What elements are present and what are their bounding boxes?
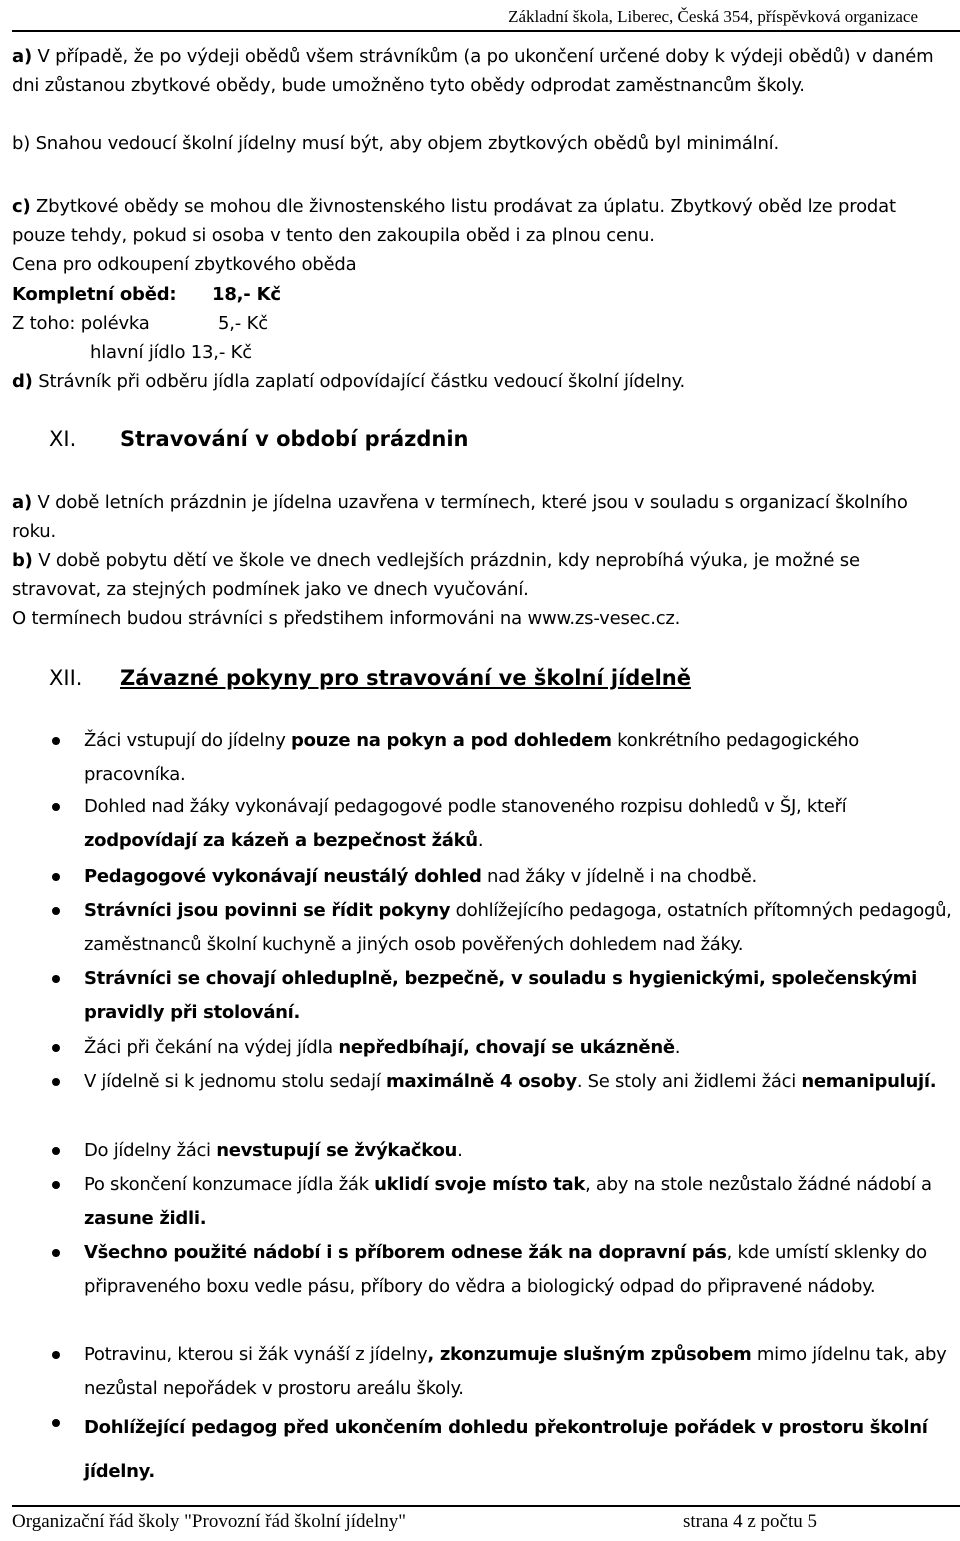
price-title: Cena pro odkoupení zbytkového oběda bbox=[12, 254, 357, 275]
label-d: d) bbox=[12, 371, 33, 392]
xi-label-b: b) bbox=[12, 550, 33, 571]
bullet-icon bbox=[52, 1147, 60, 1155]
list-item: Žáci při čekání na výdej jídla nepředbíhají, chovají se ukázněně. bbox=[84, 1037, 681, 1058]
paragraph-a bbox=[12, 42, 948, 100]
price-complete bbox=[12, 280, 281, 309]
footer-document-title: Organizační řád školy "Provozní řád školní jídelny" bbox=[12, 1511, 407, 1532]
bullet-icon bbox=[52, 907, 60, 915]
list-item: Do jídelny žáci nevstupují se žvýkačkou. bbox=[84, 1140, 463, 1161]
text-a: V případě, že po výdeji obědů všem strávníkům (a po ukončení určené doby k výdeji obědů) v daném dni zůstanou zbytkové obědy, bude umožněno tyto obědy odprodat zaměstnancům školy. bbox=[12, 46, 934, 96]
bullet-icon bbox=[52, 1419, 60, 1427]
bullet-icon bbox=[52, 873, 60, 881]
xi-label-a: a) bbox=[12, 492, 32, 513]
section-xi-paragraph-b bbox=[12, 546, 948, 604]
price-soup-label: Z toho: polévka bbox=[12, 313, 150, 334]
section-xi-title: Stravování v období prázdnin bbox=[120, 427, 469, 451]
xi-text-a: V době letních prázdnin je jídelna uzavřena v termínech, které jsou v souladu s organizací školního roku. bbox=[12, 492, 908, 542]
bullet-icon bbox=[52, 1078, 60, 1086]
bullet-icon bbox=[52, 1044, 60, 1052]
price-main bbox=[90, 338, 252, 367]
bullet-icon bbox=[52, 737, 60, 745]
paragraph-d bbox=[12, 367, 685, 396]
bullet-icon bbox=[52, 1249, 60, 1257]
footer-page-number: strana 4 z počtu 5 bbox=[682, 1511, 817, 1532]
section-xi-info: O termínech budou strávníci s předstihem informováni na www.zs-vesec.cz. bbox=[12, 608, 681, 629]
price-main-value: 13,- Kč bbox=[190, 342, 252, 363]
price-complete-value: 18,- Kč bbox=[212, 284, 281, 305]
bullet-icon bbox=[52, 1181, 60, 1189]
bullet-icon bbox=[52, 803, 60, 811]
price-main-label: hlavní jídlo bbox=[90, 342, 186, 363]
paragraph-b: b) Snahou vedoucí školní jídelny musí být, aby objem zbytkových obědů byl minimální. bbox=[12, 133, 780, 154]
header-title: Základní škola, Liberec, Česká 354, příspěvková organizace bbox=[508, 7, 918, 26]
list-item: Strávníci jsou povinni se řídit pokyny dohlížejícího pedagoga, ostatních přítomných pedagogů, zaměstnanců školní kuchyně a jiných osob pověřených dohledem nad žáky. bbox=[84, 900, 952, 955]
list-item: Po skončení konzumace jídla žák uklidí svoje místo tak, aby na stole nezůstalo žádné nádobí a zasune židli. bbox=[84, 1174, 932, 1229]
section-xi-number: XI. bbox=[49, 427, 77, 451]
text-c: Zbytkové obědy se mohou dle živnostenského listu prodávat za úplatu. Zbytkový oběd lze prodat pouze tehdy, pokud si osoba v tento den zakoupila oběd i za plnou cenu. bbox=[12, 196, 896, 246]
paragraph-c bbox=[12, 192, 948, 250]
price-soup bbox=[12, 309, 268, 338]
section-xii-number: XII. bbox=[49, 666, 83, 690]
xi-text-b: V době pobytu dětí ve škole ve dnech vedlejších prázdnin, kdy neprobíhá výuka, je možné se stravovat, za stejných podmínek jako ve dnech vyučování. bbox=[12, 550, 860, 600]
page-header bbox=[0, 0, 960, 30]
section-xi-paragraph-a bbox=[12, 488, 948, 546]
list-item: V jídelně si k jednomu stolu sedají maximálně 4 osoby. Se stoly ani židlemi žáci nemanipulují. bbox=[84, 1071, 937, 1092]
price-soup-value: 5,- Kč bbox=[218, 313, 268, 334]
list-item: Všechno použité nádobí i s příborem odnese žák na dopravní pás, kde umístí sklenky do připraveného boxu vedle pásu, příbory do vědra a biologický odpad do připravené nádoby. bbox=[84, 1242, 927, 1297]
list-item: Dohlížející pedagog před ukončením dohledu překontroluje pořádek v prostoru školní jídelny. bbox=[84, 1417, 928, 1482]
bullet-icon bbox=[52, 1351, 60, 1359]
header-divider bbox=[12, 30, 960, 32]
text-d: Strávník při odběru jídla zaplatí odpovídající částku vedoucí školní jídelny. bbox=[32, 371, 686, 392]
list-item: Žáci vstupují do jídelny pouze na pokyn a pod dohledem konkrétního pedagogického pracovníka. bbox=[84, 730, 859, 785]
list-item: Potravinu, kterou si žák vynáší z jídelny, zkonzumuje slušným způsobem mimo jídelnu tak, aby nezůstal nepořádek v prostoru areálu školy. bbox=[84, 1344, 947, 1399]
list-item: Pedagogové vykonávají neustálý dohled nad žáky v jídelně i na chodbě. bbox=[84, 866, 757, 887]
bullet-icon bbox=[52, 975, 60, 983]
price-complete-label: Kompletní oběd: bbox=[12, 284, 177, 305]
label-c: c) bbox=[12, 196, 31, 217]
list-item: Dohled nad žáky vykonávají pedagogové podle stanoveného rozpisu dohledů v ŠJ, kteří zodpovídají za kázeň a bezpečnost žáků. bbox=[84, 796, 847, 851]
footer-divider bbox=[12, 1505, 960, 1507]
label-a: a) bbox=[12, 46, 32, 67]
section-xii-title: Závazné pokyny pro stravování ve školní jídelně bbox=[120, 666, 691, 690]
list-item: Strávníci se chovají ohleduplně, bezpečně, v souladu s hygienickými, společenskými pravidly při stolování. bbox=[84, 968, 917, 1023]
